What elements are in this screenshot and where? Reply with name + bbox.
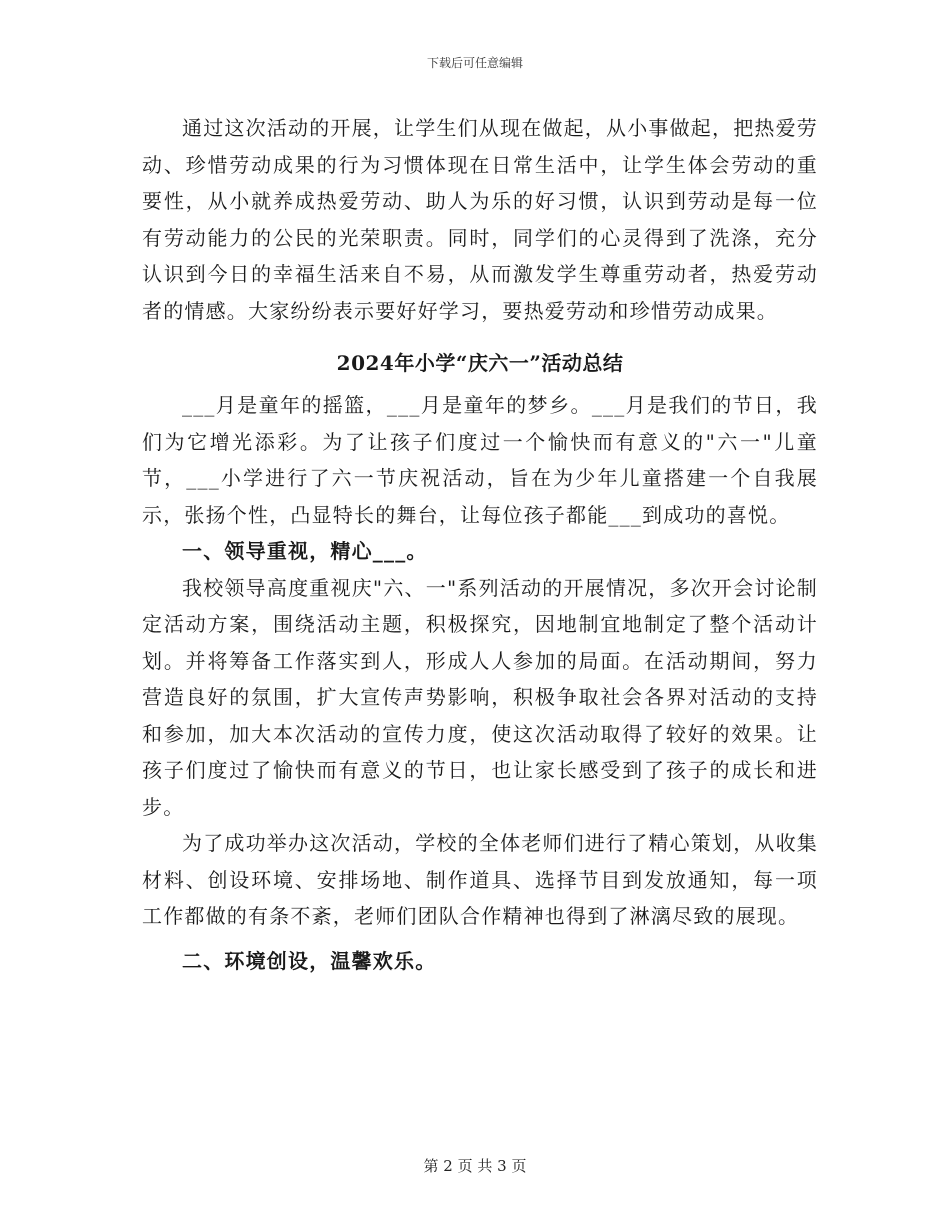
document-body (142, 110, 818, 979)
paragraph-2: 我校领导高度重视庆"六、一"系列活动的开展情况，多次开会讨论制定活动方案，围绕活动主题，积极探究，因地制宜地制定了整个活动计划。并将筹备工作落实到人，形成人人参加的局面。在活动期间，努力营造良好的氛围，扩大宣传声势影响，积极争取社会各界对活动的支持和参加，加大本次活动的宣传力度，使这次活动取得了较好的效果。让孩子们度过了愉快而有意义的节日，也让家长感受到了孩子的成长和进步。 (142, 575, 818, 819)
intro-paragraph: 通过这次活动的开展，让学生们从现在做起，从小事做起，把热爱劳动、珍惜劳动成果的行为习惯体现在日常生活中，让学生体会劳动的重要性，从小就养成热爱劳动、助人为乐的好习惯，认识到劳动是每一位有劳动能力的公民的光荣职责。同时，同学们的心灵得到了洗涤，充分认识到今日的幸福生活来自不易，从而激发学生尊重劳动者，热爱劳动者的情感。大家纷纷表示要好好学习，要热爱劳动和珍惜劳动成果。 (142, 116, 818, 323)
document-title: 2024年小学“庆六一”活动总结 (336, 351, 624, 375)
section-heading-1: 一、领导重视，精心___。 (182, 539, 428, 563)
section-heading-2: 二、环境创设，温馨欢乐。 (182, 948, 437, 973)
paragraph-3: 为了成功举办这次活动，学校的全体老师们进行了精心策划，从收集材料、创设环境、安排场地、制作道具、选择节目到发放通知，每一项工作都做的有条不紊，老师们团队合作精神也得到了淋漓尽致的展现。 (142, 831, 818, 928)
page-number: 第 2 页 共 3 页 (423, 1157, 527, 1175)
header-note: 下载后可任意编辑 (426, 56, 523, 70)
paragraph-1: ___月是童年的摇篮，___月是童年的梦乡。___月是我们的节日，我们为它增光添彩。为了让孩子们度过一个愉快而有意义的"六一"儿童节，___小学进行了六一节庆祝活动，旨在为少年儿童搭建一个自我展示，张扬个性，凸显特长的舞台，让每位孩子都能___到成功的喜悦。 (142, 393, 818, 527)
